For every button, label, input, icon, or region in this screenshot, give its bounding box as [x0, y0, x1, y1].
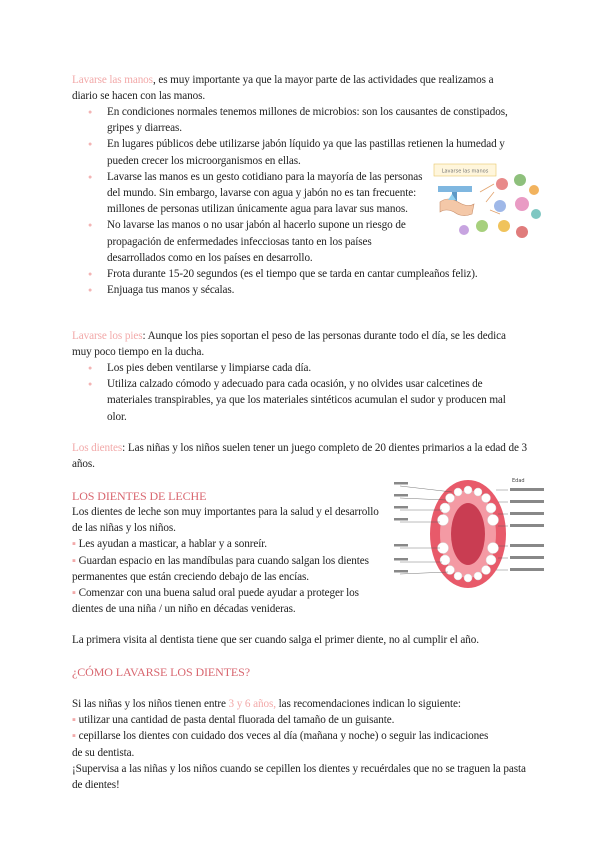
list-item: ▪ Comenzar con una buena salud oral puede ayudar a proteger los dientes de una niña / un niño en décadas venideras.: [72, 587, 359, 616]
list-item: ▪ utilizar una cantidad de pasta dental fluorada del tamaño de un guisante.: [72, 714, 395, 727]
list-item: ▪ Les ayudan a masticar, a hablar y a sonreír.: [72, 538, 267, 551]
figure-label: Edad: [512, 478, 525, 484]
pies-intro-text: : Aunque los pies soportan el peso de las personas durante todo el día, se les dedica muy poco tiempo en la ducha.: [72, 330, 506, 359]
list-item: ● Enjuaga tus manos y sécalas.: [72, 282, 524, 298]
visita-text: La primera visita al dentista tiene que ser cuando salga el primer diente, no al cumplir el año.: [72, 634, 479, 646]
dientes-intro-text: : Las niñas y los niños suelen tener un juego completo de 20 dientes primarios a la edad de 3 años.: [72, 442, 528, 471]
leche-body: [72, 504, 384, 617]
pies-bullets: [72, 360, 528, 425]
pies-title: Lavarse los pies: [72, 330, 143, 342]
list-item: ▪ cepillarse los dientes con cuidado dos veces al día (mañana y noche) o seguir las indicaciones de su dentista.: [72, 730, 489, 759]
manos-intro-text: , es muy importante ya que la mayor parte de las actividades que realizamos a diario se hacen con las manos.: [72, 74, 494, 103]
handwashing-illustration: [430, 162, 542, 246]
list-item: ● Frota durante 15-20 segundos (es el tiempo que se tarda en cantar cumpleaños feliz).: [72, 266, 524, 282]
list-item: ▪ Guardan espacio en las mandíbulas para cuando salgan los dientes permanentes que están creciendo debajo de las encías.: [72, 554, 369, 583]
leche-heading: LOS DIENTES DE LECHE: [72, 489, 207, 503]
dientes-intro: [72, 440, 528, 472]
leche-intro: Los dientes de leche son muy importantes para la salud y el desarrollo de las niñas y los niños.: [72, 506, 379, 535]
dientes-title: Los dientes: [72, 442, 123, 454]
list-item: ● Los pies deben ventilarse y limpiarse cada día.: [72, 360, 528, 376]
como-body: [72, 696, 534, 793]
list-item: ● En lugares públicos debe utilizarse jabón líquido ya que las pastillas retienen la humedad y pueden crecer los microorganismos en ellas.: [72, 136, 524, 168]
como-intro: Si las niñas y los niños tienen entre 3 y 6 años, las recomendaciones indican lo siguiente:: [72, 698, 461, 710]
pies-intro: [72, 328, 528, 360]
figure-title: Lavarse las manos: [441, 168, 489, 175]
age-range: 3 y 6 años,: [228, 698, 276, 710]
list-item: ● En condiciones normales tenemos millones de microbios: son los causantes de constipados, gripes y diarreas.: [72, 104, 524, 136]
manos-intro: [72, 72, 512, 104]
teeth-chart-illustration: [392, 476, 550, 594]
list-item: ● Utiliza calzado cómodo y adecuado para cada ocasión, y no olvides usar calcetines de materiales transpirables, ya que los materiales sintéticos acumulan el sudor y producen mal olor.: [72, 376, 528, 425]
list-item: ● No lavarse las manos o no usar jabón al hacerlo supone un riesgo de propagación de enfermedades infecciosas tanto en los países desarrollados como en los países en desarrollo.: [72, 217, 427, 266]
list-item: ● Lavarse las manos es un gesto cotidiano para la mayoría de las personas del mundo. Sin embargo, lavarse con agua y jabón no es tan frecuente: millones de personas utilizan únicamente agua para lavar sus manos.: [72, 169, 427, 218]
como-heading: ¿CÓMO LAVARSE LOS DIENTES?: [72, 665, 250, 679]
manos-title: Lavarse las manos: [72, 74, 153, 86]
supervisa-text: ¡Supervisa a las niñas y los niños cuando se cepillen los dientes y recuérdales que no se traguen la pasta de dientes!: [72, 762, 526, 792]
